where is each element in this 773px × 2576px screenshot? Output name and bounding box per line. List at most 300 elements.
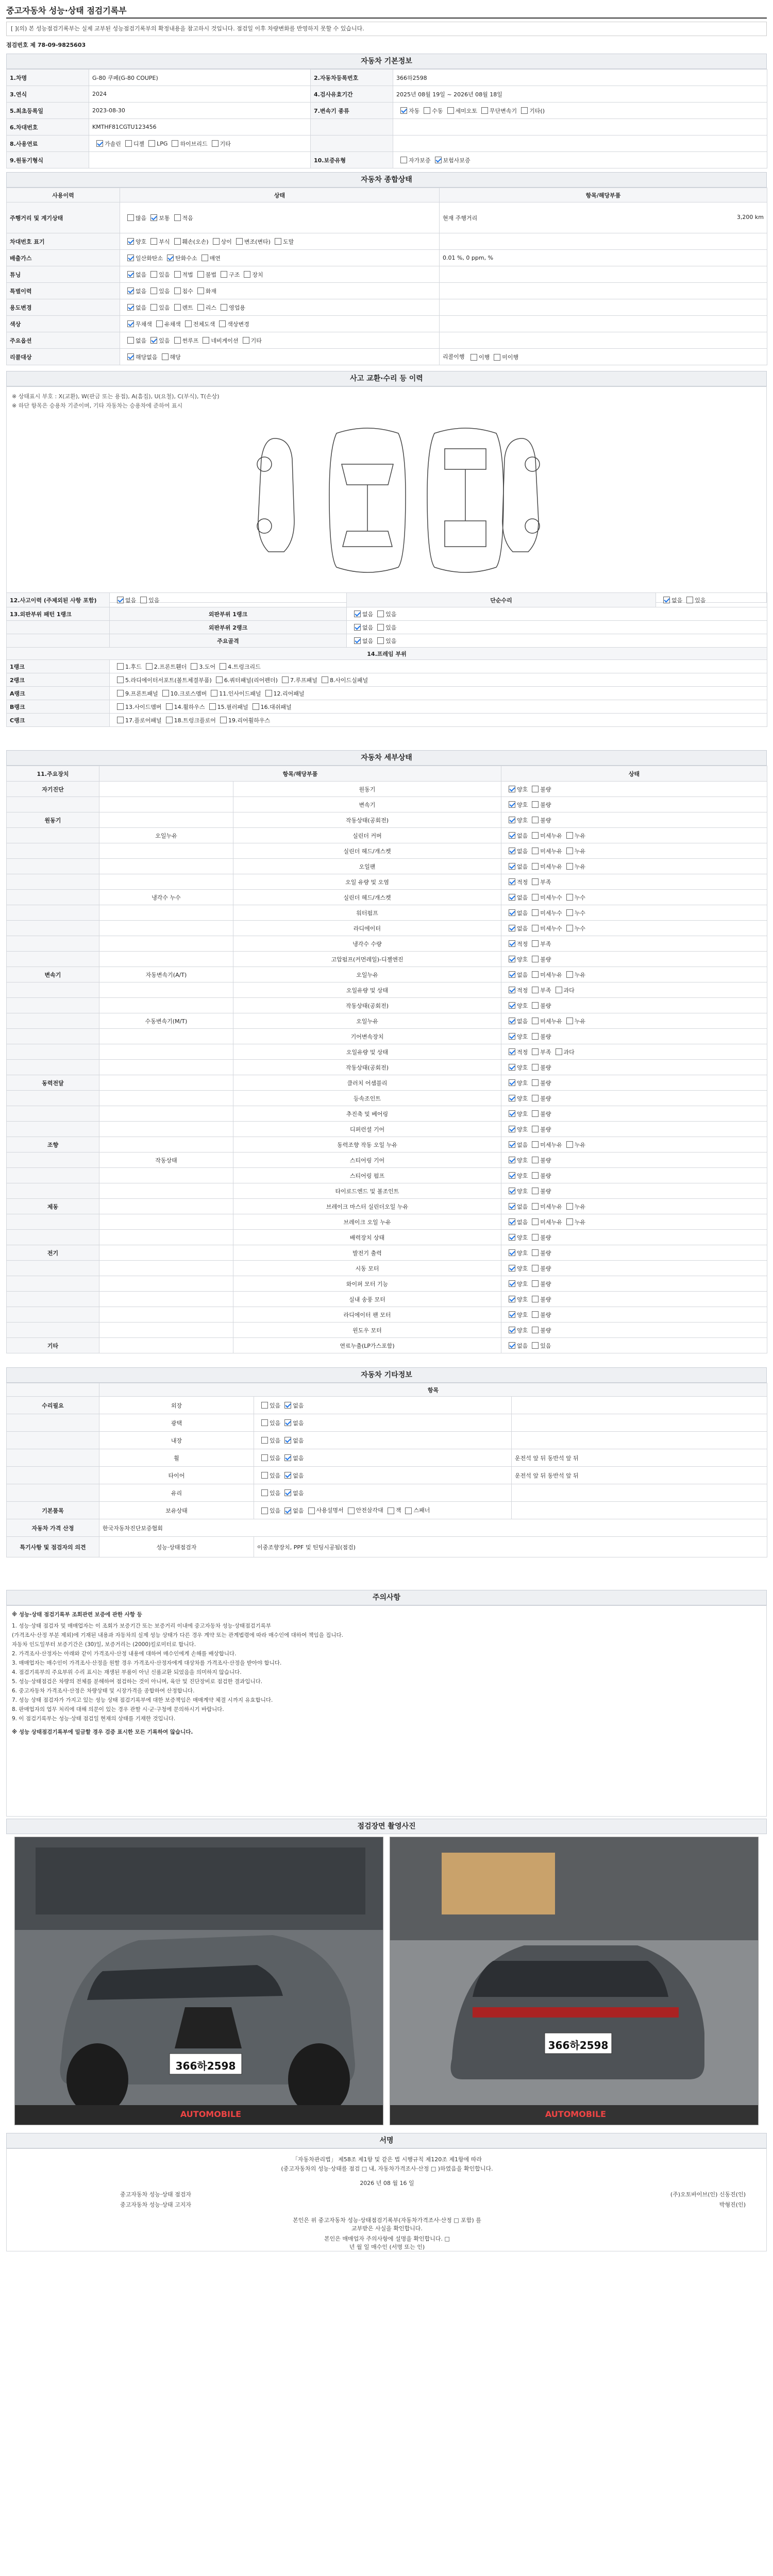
- checkbox-d11-1[interactable]: [532, 956, 539, 962]
- checkbox-d15-1[interactable]: [532, 1018, 539, 1024]
- other-extra: [512, 1414, 767, 1432]
- checkbox-d12-2[interactable]: [566, 971, 573, 978]
- checkbox-label: 8.사이드실패널: [329, 676, 368, 684]
- checkbox-g5-2[interactable]: [185, 320, 192, 327]
- detail-item: 오일유량 및 상태: [233, 982, 501, 998]
- checkbox-d34-1[interactable]: [532, 1311, 539, 1318]
- checkbox-rk0-0[interactable]: [354, 611, 361, 617]
- checkbox-fuel-2[interactable]: [148, 140, 155, 147]
- detail-group: 제동: [7, 1199, 99, 1214]
- checkbox-rk2-1[interactable]: [377, 637, 384, 644]
- detail-item: 냉각수 수량: [233, 936, 501, 952]
- checkbox-label: 미세누유: [540, 1218, 562, 1226]
- checkbox-o0-0[interactable]: [261, 1402, 268, 1409]
- detail-state: [501, 1122, 767, 1137]
- checkbox-wr-0[interactable]: [400, 157, 407, 163]
- checkbox-d15-0[interactable]: [509, 1018, 515, 1024]
- checkbox-fp0-3[interactable]: [220, 663, 226, 670]
- checkbox-tm-2[interactable]: [447, 107, 454, 114]
- frame-rank: A랭크: [7, 687, 110, 700]
- checkbox-g4-3[interactable]: [197, 304, 204, 311]
- checkbox-d27-2[interactable]: [566, 1203, 573, 1210]
- checkbox-label: 있음: [270, 1507, 281, 1514]
- checkbox-label: 없음: [293, 1472, 304, 1479]
- general-options: [120, 299, 440, 316]
- checkbox-label: 17.플로어패널: [125, 717, 162, 724]
- checkbox-label: 있음: [148, 597, 160, 604]
- basic-value: [393, 135, 767, 152]
- frame-header: 14.프레임 부위: [7, 648, 767, 660]
- checkbox-g5-1[interactable]: [156, 320, 163, 327]
- other-options: 있음 없음 사용설명서 안전삼각대 잭 스패너: [254, 1502, 512, 1519]
- checkbox-d7-0[interactable]: [509, 894, 515, 901]
- checkbox-g1-0[interactable]: [127, 255, 134, 261]
- detail-state: [501, 1029, 767, 1044]
- checkbox-label: 없음: [293, 1437, 304, 1444]
- checkbox-rk1-0[interactable]: [354, 624, 361, 631]
- checkbox-d30-0[interactable]: [509, 1249, 515, 1256]
- checkbox-label: 미세누유: [540, 863, 562, 870]
- checkbox-d20-1[interactable]: [532, 1095, 539, 1101]
- checkbox-wr-1[interactable]: [435, 157, 442, 163]
- checkbox-d32-0[interactable]: [509, 1280, 515, 1287]
- checkbox-g4-0[interactable]: [127, 304, 134, 311]
- checkbox-fuel-4[interactable]: [212, 140, 219, 147]
- checkbox-d9-1[interactable]: [532, 925, 539, 931]
- basic-label: [311, 135, 393, 152]
- detail-subgroup: [99, 1029, 233, 1044]
- detail-item: 오일 유량 및 오염: [233, 874, 501, 890]
- checkbox-fuel-1[interactable]: [125, 140, 132, 147]
- checkbox-fp1-3[interactable]: [322, 676, 328, 683]
- checkbox-d21-1[interactable]: [532, 1110, 539, 1117]
- checkbox-label: 보험사보증: [443, 157, 470, 164]
- checkbox-fp0-0[interactable]: [117, 663, 124, 670]
- checkbox-g2-0[interactable]: [127, 271, 134, 278]
- table-row: [7, 921, 767, 936]
- checkbox-d35-0[interactable]: [509, 1327, 515, 1333]
- checkbox-d0-1[interactable]: [532, 786, 539, 792]
- detail-group: [7, 797, 99, 812]
- checkbox-label: 누수: [574, 925, 586, 932]
- checkbox-d10-1[interactable]: [532, 940, 539, 947]
- detail-subgroup: [99, 1075, 233, 1091]
- checkbox-o2-1[interactable]: [284, 1437, 291, 1444]
- checkbox-g6-4[interactable]: [243, 337, 249, 344]
- checkbox-d29-1[interactable]: [532, 1234, 539, 1241]
- checkbox-o1-0[interactable]: [261, 1419, 268, 1426]
- detail-group: 변속기: [7, 967, 99, 982]
- table-row: [7, 700, 767, 714]
- checkbox-d2-0[interactable]: [509, 817, 515, 823]
- basic-value: [393, 119, 767, 135]
- checkbox-label: 4.트렁크리드: [228, 663, 261, 670]
- checkbox-d27-0[interactable]: [509, 1203, 515, 1210]
- checkbox-d28-0[interactable]: [509, 1218, 515, 1225]
- rear-plate-text: 366하2598: [548, 2039, 609, 2052]
- detail-subgroup: [99, 1261, 233, 1276]
- checkbox-o5-0[interactable]: [261, 1489, 268, 1496]
- detail-group: [7, 843, 99, 859]
- checkbox-label: 이행: [479, 354, 490, 361]
- detail-state: [501, 782, 767, 797]
- checkbox-mil-2[interactable]: [174, 214, 181, 221]
- checkbox-acc-1[interactable]: [140, 597, 147, 603]
- checkbox-label: 침수: [182, 287, 193, 295]
- checkbox-d33-1[interactable]: [532, 1296, 539, 1302]
- checkbox-d8-2[interactable]: [566, 909, 573, 916]
- general-options: [120, 332, 440, 349]
- checkbox-d3-0[interactable]: [509, 832, 515, 839]
- checkbox-basic-item-0[interactable]: [308, 1507, 315, 1514]
- checkbox-d19-1[interactable]: [532, 1079, 539, 1086]
- checkbox-d5-1[interactable]: [532, 863, 539, 870]
- checkbox-rk0-1[interactable]: [377, 611, 384, 617]
- checkbox-d20-0[interactable]: [509, 1095, 515, 1101]
- checkbox-d15-2[interactable]: [566, 1018, 573, 1024]
- checkbox-tm-4[interactable]: [521, 107, 528, 114]
- checkbox-d19-0[interactable]: [509, 1079, 515, 1086]
- checkbox-d21-0[interactable]: [509, 1110, 515, 1117]
- checkbox-label: 네비게이션: [211, 337, 239, 344]
- checkbox-o4-1[interactable]: [284, 1472, 291, 1479]
- checkbox-rc-1[interactable]: [494, 354, 500, 361]
- checkbox-d14-1[interactable]: [532, 1002, 539, 1009]
- table-row: [7, 1230, 767, 1245]
- checkbox-g3-2[interactable]: [174, 287, 181, 294]
- price-label: 자동차 가격 산정: [7, 1519, 99, 1537]
- detail-item: 고압펌프(커먼레일)-디젤엔진: [233, 952, 501, 967]
- column-header: 사용이력: [7, 188, 120, 202]
- checkbox-d5-0[interactable]: [509, 863, 515, 870]
- checkbox-d34-0[interactable]: [509, 1311, 515, 1318]
- checkbox-g0-1[interactable]: [150, 238, 157, 245]
- checkbox-g5-3[interactable]: [219, 320, 226, 327]
- other-group: [7, 1467, 99, 1484]
- checkbox-o2-0[interactable]: [261, 1437, 268, 1444]
- checkbox-label: 누유: [574, 1203, 586, 1210]
- table-row: [7, 967, 767, 982]
- checkbox-d16-0[interactable]: [509, 1033, 515, 1040]
- checkbox-d22-0[interactable]: [509, 1126, 515, 1132]
- checkbox-d28-2[interactable]: [566, 1218, 573, 1225]
- checkbox-label: 불량: [540, 1280, 551, 1287]
- detail-state: [501, 952, 767, 967]
- checkbox-o1-1[interactable]: [284, 1419, 291, 1426]
- checkbox-d24-1[interactable]: [532, 1157, 539, 1163]
- other-extra: [512, 1397, 767, 1414]
- detail-state: [501, 1060, 767, 1075]
- checkbox-d12-0[interactable]: [509, 971, 515, 978]
- checkbox-mil-1[interactable]: [150, 214, 157, 221]
- detail-group: [7, 952, 99, 967]
- checkbox-g4-4[interactable]: [221, 304, 227, 311]
- checkbox-rk1-1[interactable]: [377, 624, 384, 631]
- checkbox-d0-0[interactable]: [509, 786, 515, 792]
- checkbox-label: 불량: [540, 786, 551, 793]
- checkbox-g4-1[interactable]: [150, 304, 157, 311]
- table-row: [7, 1307, 767, 1323]
- checkbox-d13-0[interactable]: [509, 987, 515, 993]
- checkbox-fp2-2[interactable]: [211, 690, 217, 697]
- checkbox-fp2-3[interactable]: [265, 690, 272, 697]
- checkbox-label: 없음: [293, 1507, 304, 1514]
- checkbox-g0-2[interactable]: [174, 238, 181, 245]
- checkbox-fp2-1[interactable]: [162, 690, 169, 697]
- checkbox-d7-1[interactable]: [532, 894, 539, 901]
- checkbox-d9-0[interactable]: [509, 925, 515, 931]
- checkbox-rep-0[interactable]: [663, 597, 670, 603]
- detail-subgroup: [99, 1338, 233, 1353]
- checkbox-d17-1[interactable]: [532, 1048, 539, 1055]
- checkbox-g5-0[interactable]: [127, 320, 134, 327]
- checkbox-label: 불량: [540, 1234, 551, 1241]
- checkbox-d18-0[interactable]: [509, 1064, 515, 1071]
- checkbox-d10-0[interactable]: [509, 940, 515, 947]
- detail-subgroup: [99, 1230, 233, 1245]
- checkbox-label: 장치: [252, 271, 263, 278]
- checkbox-d22-1[interactable]: [532, 1126, 539, 1132]
- detail-subgroup: [99, 921, 233, 936]
- checkbox-d32-1[interactable]: [532, 1280, 539, 1287]
- other-group: 수리필요: [7, 1397, 99, 1414]
- checkbox-label: 양호: [517, 1126, 528, 1133]
- table-row: [7, 843, 767, 859]
- checkbox-g4-2[interactable]: [174, 304, 181, 311]
- checkbox-fuel-0[interactable]: [96, 140, 103, 147]
- basic-label: 7.변속기 종류: [311, 103, 393, 119]
- checkbox-d3-1[interactable]: [532, 832, 539, 839]
- checkbox-acc-0[interactable]: [117, 597, 124, 603]
- checkbox-o6-0[interactable]: [261, 1507, 268, 1514]
- checkbox-tm-1[interactable]: [424, 107, 430, 114]
- checkbox-fp0-2[interactable]: [191, 663, 197, 670]
- checkbox-tm-0[interactable]: [400, 107, 407, 114]
- general-extra: [440, 233, 767, 250]
- checkbox-d16-1[interactable]: [532, 1033, 539, 1040]
- table-row: [7, 103, 767, 119]
- checkbox-fp3-0[interactable]: [117, 703, 124, 710]
- detail-subgroup: [99, 1044, 233, 1060]
- checkbox-d28-1[interactable]: [532, 1218, 539, 1225]
- checkbox-g2-1[interactable]: [150, 271, 157, 278]
- checkbox-d6-0[interactable]: [509, 878, 515, 885]
- checkbox-label: 탄화수소: [175, 255, 197, 262]
- checkbox-d4-0[interactable]: [509, 848, 515, 854]
- detail-subgroup: 오일누유: [99, 828, 233, 843]
- checkbox-basic-item-2[interactable]: [388, 1507, 394, 1514]
- checkbox-fp3-3[interactable]: [253, 703, 259, 710]
- checkbox-o4-0[interactable]: [261, 1472, 268, 1479]
- checkbox-d36-1[interactable]: [532, 1342, 539, 1349]
- checkbox-d12-1[interactable]: [532, 971, 539, 978]
- checkbox-d13-2[interactable]: [556, 987, 562, 993]
- checkbox-g6-0[interactable]: [127, 337, 134, 344]
- checkbox-d8-0[interactable]: [509, 909, 515, 916]
- checkbox-d3-2[interactable]: [566, 832, 573, 839]
- checkbox-label: 있음: [540, 1342, 551, 1349]
- table-row: [7, 233, 767, 250]
- checkbox-d1-1[interactable]: [532, 801, 539, 808]
- checkbox-label: 누유: [574, 832, 586, 839]
- checkbox-label: 유채색: [164, 320, 181, 328]
- checkbox-label: 해당: [170, 353, 181, 361]
- checkbox-d8-1[interactable]: [532, 909, 539, 916]
- checkbox-d7-2[interactable]: [566, 894, 573, 901]
- checkbox-d26-1[interactable]: [532, 1188, 539, 1194]
- checkbox-fp0-1[interactable]: [146, 663, 153, 670]
- checkbox-label: 화재: [205, 287, 217, 295]
- checkbox-d31-1[interactable]: [532, 1265, 539, 1272]
- checkbox-mil-0[interactable]: [127, 214, 134, 221]
- inspection-photo-front: [14, 1837, 383, 2125]
- checkbox-d4-1[interactable]: [532, 848, 539, 854]
- detail-subgroup: [99, 1183, 233, 1199]
- checkbox-d14-0[interactable]: [509, 1002, 515, 1009]
- checkbox-d30-1[interactable]: [532, 1249, 539, 1256]
- checkbox-fp4-1[interactable]: [166, 717, 173, 723]
- checkbox-g6-3[interactable]: [203, 337, 209, 344]
- checkbox-d23-0[interactable]: [509, 1141, 515, 1148]
- checkbox-g0-5[interactable]: [275, 238, 281, 245]
- checkbox-o5-1[interactable]: [284, 1489, 291, 1496]
- checkbox-label: 있음: [270, 1419, 281, 1427]
- checkbox-d23-1[interactable]: [532, 1141, 539, 1148]
- table-row: [7, 1168, 767, 1183]
- checkbox-d29-0[interactable]: [509, 1234, 515, 1241]
- checkbox-d9-2[interactable]: [566, 925, 573, 931]
- checkbox-d2-1[interactable]: [532, 817, 539, 823]
- checkbox-label: 3.도어: [199, 663, 216, 670]
- checkbox-fp4-2[interactable]: [220, 717, 227, 723]
- checkbox-o6-1[interactable]: [284, 1507, 291, 1514]
- checkbox-fp1-1[interactable]: [216, 676, 223, 683]
- checkbox-d27-1[interactable]: [532, 1203, 539, 1210]
- checkbox-d17-0[interactable]: [509, 1048, 515, 1055]
- checkbox-fp1-0[interactable]: [117, 676, 124, 683]
- checkbox-tm-3[interactable]: [481, 107, 488, 114]
- checkbox-fp1-2[interactable]: [282, 676, 289, 683]
- checkbox-label: 15.필러패널: [217, 703, 248, 710]
- checkbox-basic-item-3[interactable]: [405, 1507, 412, 1514]
- checkbox-d26-0[interactable]: [509, 1188, 515, 1194]
- column-header: 항목/해당부품: [440, 188, 767, 202]
- checkbox-rep-1[interactable]: [686, 597, 693, 603]
- detail-subgroup: [99, 1214, 233, 1230]
- checkbox-fp2-0[interactable]: [117, 690, 124, 697]
- checkbox-label: 누유: [574, 1018, 586, 1025]
- checkbox-g1-1[interactable]: [167, 255, 174, 261]
- checkbox-d23-2[interactable]: [566, 1141, 573, 1148]
- checkbox-d6-1[interactable]: [532, 878, 539, 885]
- checkbox-fp3-2[interactable]: [209, 703, 216, 710]
- checkbox-g3-3[interactable]: [197, 287, 204, 294]
- checkbox-g2-4[interactable]: [221, 271, 227, 278]
- checkbox-basic-item-1[interactable]: [348, 1507, 355, 1514]
- checkbox-d25-0[interactable]: [509, 1172, 515, 1179]
- checkbox-label: 적법: [182, 271, 193, 278]
- checkbox-g1-2[interactable]: [201, 255, 208, 261]
- checkbox-d11-0[interactable]: [509, 956, 515, 962]
- notice-line: 2. 가격조사·산정자는 아래와 같이 가격조사·산정 내용에 대하여 매수인에게 손해를 배상합니다.: [12, 1651, 237, 1657]
- detail-item: 브레이크 마스터 실린더오일 누유: [233, 1199, 501, 1214]
- checkbox-d35-1[interactable]: [532, 1327, 539, 1333]
- checkbox-fuel-3[interactable]: [172, 140, 178, 147]
- checkbox-label: 미세누수: [540, 909, 562, 917]
- checkbox-g6-1[interactable]: [150, 337, 157, 344]
- checkbox-fp3-1[interactable]: [166, 703, 173, 710]
- checkbox-rc-0[interactable]: [470, 354, 477, 361]
- checkbox-o0-1[interactable]: [284, 1402, 291, 1409]
- checkbox-d36-0[interactable]: [509, 1342, 515, 1349]
- checkbox-label: 누수: [574, 909, 586, 917]
- opinion-text: 이중조향장치, PPF 및 틴팅시공됨(점검): [254, 1537, 767, 1557]
- checkbox-fp4-0[interactable]: [117, 717, 124, 723]
- detail-item: 발전기 출력: [233, 1245, 501, 1261]
- recall-perform: 리콜이행 이행 미이행: [440, 349, 767, 365]
- checkbox-d5-2[interactable]: [566, 863, 573, 870]
- checkbox-d13-1[interactable]: [532, 987, 539, 993]
- other-item: 휠: [99, 1449, 254, 1467]
- rank-label: 외판부위 2랭크: [110, 621, 347, 634]
- detail-item: 오일유량 및 상태: [233, 1044, 501, 1060]
- checkbox-g6-2[interactable]: [174, 337, 181, 344]
- detail-group: [7, 1044, 99, 1060]
- checkbox-label: 누유: [574, 863, 586, 870]
- detail-item: 타이로드엔드 및 볼조인트: [233, 1183, 501, 1199]
- detail-item: 라디에이터: [233, 921, 501, 936]
- detail-group: [7, 890, 99, 905]
- checkbox-g0-3[interactable]: [213, 238, 220, 245]
- checkbox-d4-2[interactable]: [566, 848, 573, 854]
- transmission-options: [393, 103, 767, 119]
- checkbox-o3-0[interactable]: [261, 1454, 268, 1461]
- checkbox-g7-1[interactable]: [162, 353, 169, 360]
- checkbox-g2-2[interactable]: [174, 271, 181, 278]
- checkbox-d33-0[interactable]: [509, 1296, 515, 1302]
- signature-area: 「자동차관리법」 제58조 제1항 및 같은 법 시행규칙 제120조 제1항에 따라 (중고자동차의 성능·상태를 점검 □ 내, 자동차가격조사·산정 □ )하였음을 확인합니다. 2026 년 08 월 16 일 중고자동차 성능·상태 점검자 (주)오토바이브(인) 신동진(인) 중고자동차 성능·상태 고지자 박형진(인) 본인은 위 중고자동차 성능·상태점검기록부(자동차가격조사·산정 □ 포함) 를 교부받은 사실을 확인합니다. 본인은 매매업자 주의사항에 설명을 확인합니다. □ 년 월 일 매수인 (서명 또는 인): [6, 2148, 767, 2251]
- checkbox-label: 있음: [270, 1454, 281, 1462]
- checkbox-label: 기타: [220, 140, 231, 147]
- other-extra: [512, 1484, 767, 1502]
- checkbox-g0-4[interactable]: [236, 238, 243, 245]
- checkbox-d17-2[interactable]: [556, 1048, 562, 1055]
- damage-diagram-area: [6, 386, 767, 603]
- checkbox-o3-1[interactable]: [284, 1454, 291, 1461]
- checkbox-label: 렌트: [182, 304, 193, 311]
- checkbox-d18-1[interactable]: [532, 1064, 539, 1071]
- checkbox-rk2-0[interactable]: [354, 637, 361, 644]
- checkbox-g0-0[interactable]: [127, 238, 134, 245]
- checkbox-label: 14.휠하우스: [174, 703, 205, 710]
- checkbox-g2-3[interactable]: [197, 271, 204, 278]
- detail-subgroup: [99, 936, 233, 952]
- checkbox-label: 일산화탄소: [136, 255, 163, 262]
- checkbox-g7-0[interactable]: [127, 353, 134, 360]
- checkbox-d25-1[interactable]: [532, 1172, 539, 1179]
- checkbox-d1-0[interactable]: [509, 801, 515, 808]
- detail-state: [501, 1307, 767, 1323]
- checkbox-d31-0[interactable]: [509, 1265, 515, 1272]
- checkbox-d24-0[interactable]: [509, 1157, 515, 1163]
- checkbox-g3-0[interactable]: [127, 287, 134, 294]
- checkbox-g2-5[interactable]: [244, 271, 250, 278]
- general-label: 리콜대상: [7, 349, 120, 365]
- checkbox-label: 누유: [574, 1218, 586, 1226]
- detail-state: [501, 828, 767, 843]
- basic-label: [311, 119, 393, 135]
- checkbox-g3-1[interactable]: [150, 287, 157, 294]
